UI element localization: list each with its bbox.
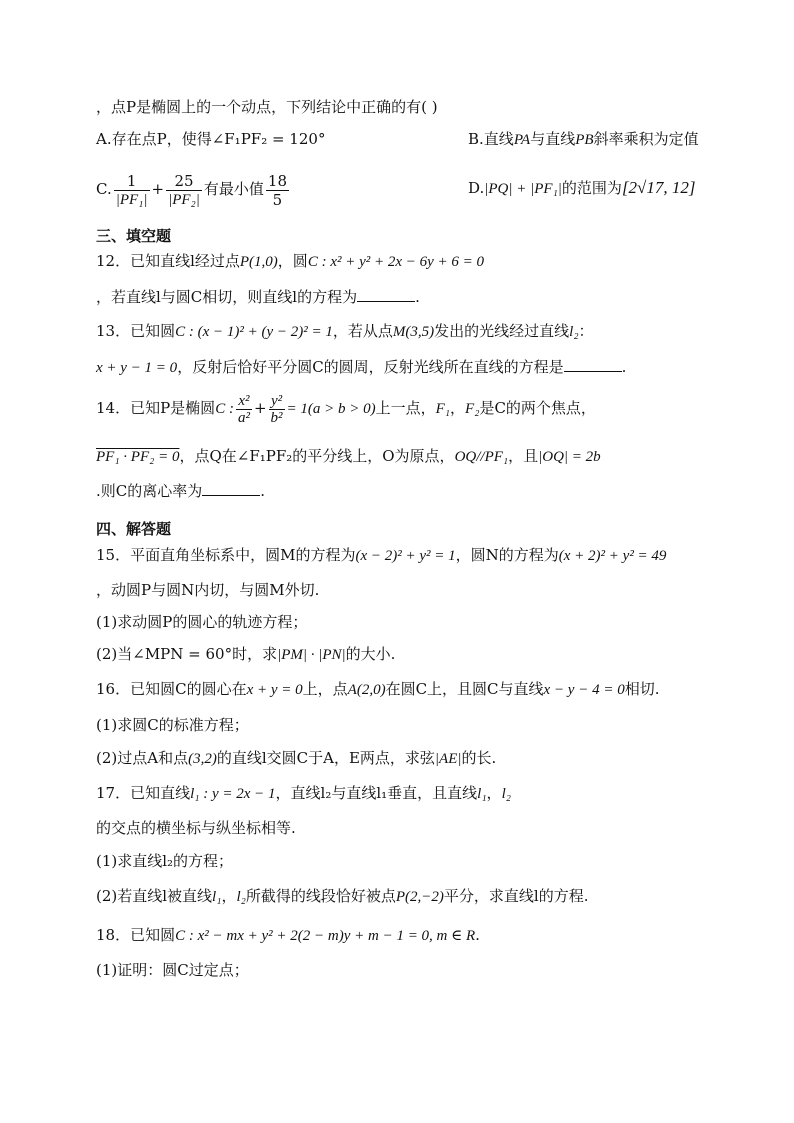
q14-line2: PF₁ · PF₂ = 0，点Q在∠F₁PF₂的平分线上，O为原点，OQ//PF₁，且|OQ| = 2b [96,447,601,465]
q15-part2: (2)当∠MPN = 60°时，求|PM| · |PN|的大小. [96,645,396,663]
q14-line3: .则C的离心率为 . [96,482,266,500]
q11-options-row2 [96,166,704,210]
frac-x2-a2: $\frac{\text{x²}}{\text{a²}}$ [237,392,250,426]
q11-option-d: D.|PQ| + |PF₁|的范围为[2√17, 12] [468,178,696,197]
q16-line1: 16．已知圆C的圆心在x + y = 0上，点A(2,0)在圆C上，且圆C与直线x − y − 4 = 0相切. [96,680,660,698]
section-title-solutions: 四、解答题 [96,520,172,538]
q17-line2: 的交点的横坐标与纵坐标相等. [96,819,296,837]
q12-line2: ，若直线l与圆C相切，则直线l的方程为 . [96,288,420,306]
answer-blank[interactable] [564,357,622,372]
q18-part1: (1)证明：圆C过定点； [96,961,249,979]
q11-options-row1 [96,129,704,149]
answer-blank[interactable] [202,481,260,496]
q16-part2: (2)过点A和点(3,2)的直线l交圆C于A，E两点，求弦|AE|的长. [96,749,497,767]
q17-part1: (1)求直线l₂的方程； [96,852,234,870]
q13-line2: x + y − 1 = 0，反射后恰好平分圆C的圆周，反射光线所在直线的方程是 . [96,358,627,376]
q16-part1: (1)求圆C的标准方程； [96,716,249,734]
q17-line1: 17．已知直线l₁ : y = 2x − 1，直线l₂与直线l₁垂直，且直线l₁，l₂ [96,784,511,802]
frac-18-5: $\frac{18}{5}$ [267,171,287,209]
q11-option-b: B.直线PA与直线PB斜率乘积为定值 [468,130,699,148]
q15-line2: ，动圆P与圆N内切，与圆M外切. [96,581,320,599]
q15-part1: (1)求动圆P的圆心的轨迹方程； [96,613,308,631]
q11-stem-text: ，点P是椭圆上的一个动点，下列结论中正确的有( ) [96,98,438,116]
q15-line1: 15．平面直角坐标系中，圆M的方程为(x − 2)² + y² = 1，圆N的方程为(x + 2)² + y² = 49 [96,546,667,564]
q11-stem-tail [96,97,704,117]
q12-line1: 12．已知直线l经过点P(1,0)，圆C : x² + y² + 2x − 6y + 6 = 0 [96,252,485,270]
frac-1-pf1: $\frac{1}{\text{|PF₁|}}$ [115,171,148,208]
q11-option-c: C. $\frac{1}{\text{|PF₁|}}$ + $\frac{25}{\text{|PF₂|}}$ 有最小值 $\frac{18}{5}$ [96,171,287,209]
answer-blank[interactable] [357,287,415,302]
q11-option-a: A.存在点P，使得∠F₁PF₂ = 120° [96,130,326,148]
q13-line1: 13．已知圆C : (x − 1)² + (y − 2)² = 1，若从点M(3,5)发出的光线经过直线l₂： [96,322,594,340]
q17-part2: (2)若直线l被直线l₁，l₂所截得的线段恰好被点P(2,−2)平分，求直线l的方程. [96,887,589,905]
q18-line1: 18．已知圆C : x² − mx + y² + 2(2 − m)y + m − 1 = 0, m ∈ R. [96,926,480,944]
frac-y2-b2: $\frac{\text{y²}}{\text{b²}}$ [270,392,283,426]
frac-25-pf2: $\frac{25}{\text{|PF₂|}}$ [168,171,200,208]
section-title-fill-in: 三、填空题 [96,227,172,245]
q14-line1: 14．已知P是椭圆C : $\frac{\text{x²}}{\text{a²}}$ + $\frac{\text{y²}}{\text{b²}}$ = 1(a > b > 0)上一点，F₁，F₂是C的两个焦点， [96,392,596,426]
